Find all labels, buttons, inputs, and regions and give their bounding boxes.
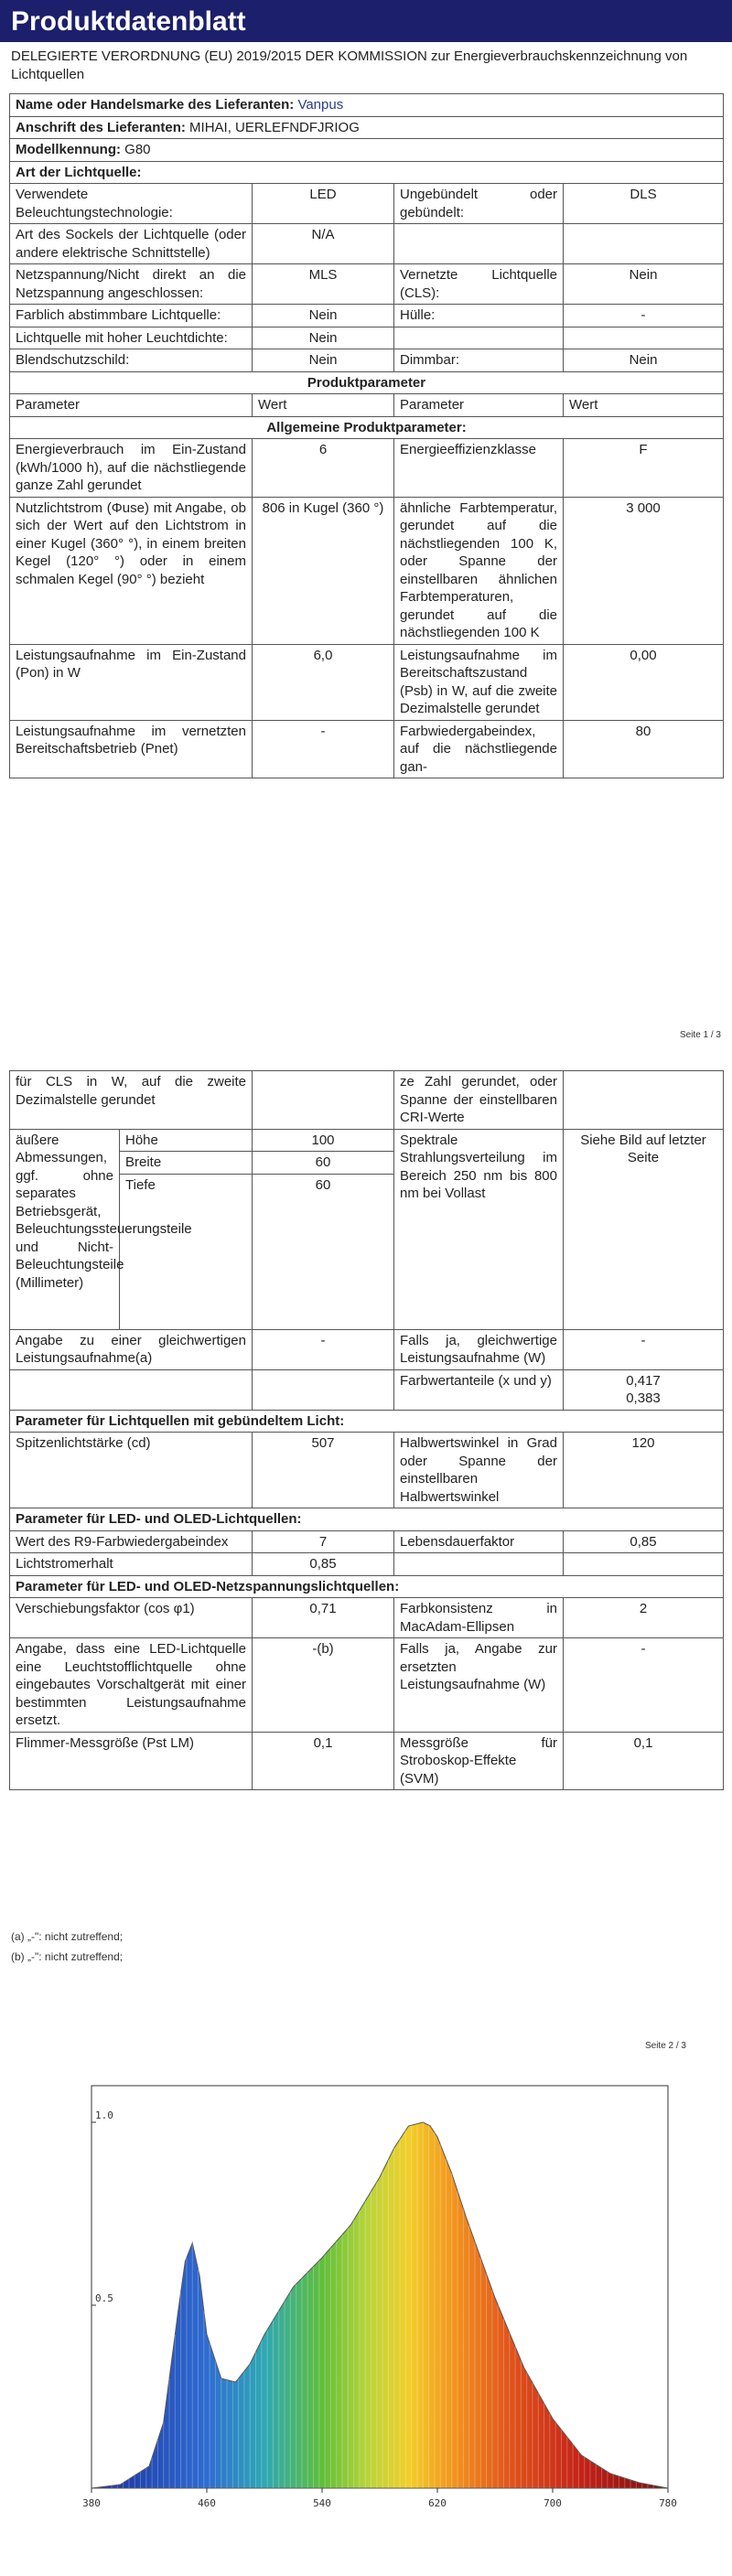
energy-class-label: Energieeffizienzklasse <box>394 439 564 498</box>
product-sheet-table-cont <box>9 1070 724 1790</box>
flicker-label: Flimmer-Messgröße (Pst LM) <box>10 1732 253 1790</box>
displacement-factor-label: Verschiebungsfaktor (cos φ1) <box>10 1598 253 1638</box>
anti-glare-value: Nein <box>253 349 394 372</box>
general-header: Allgemeine Produktparameter: <box>10 416 724 439</box>
equivalent-power-w-label: Falls ja, gleichwertige Leistungsaufnahme (W) <box>394 1329 564 1369</box>
dimmable-label: Dimmbar: <box>394 349 564 372</box>
y-tick-label: 1.0 <box>95 2109 113 2121</box>
x-tick-label: 780 <box>659 2497 677 2509</box>
envelope-label: Hülle: <box>394 305 564 327</box>
peak-intensity-label: Spitzenlichtstärke (cd) <box>10 1433 253 1508</box>
r9-label: Wert des R9-Farbwiedergabeindex <box>10 1530 253 1553</box>
displacement-factor-value: 0,71 <box>253 1598 394 1638</box>
energy-consumption-label: Energieverbrauch im Ein-Zustand (kWh/1000 h), auf die nächstliegende ganze Zahl gerundet <box>10 439 253 498</box>
fluorescent-replacement-value: -(b) <box>253 1638 394 1733</box>
brand-row <box>10 94 724 117</box>
beam-angle-label: Halbwertswinkel in Grad oder Spanne der einstellbaren Halbwertswinkel <box>394 1433 564 1508</box>
dimmable-value: Nein <box>564 349 724 372</box>
colour-consistency-value: 2 <box>564 1598 724 1638</box>
high-luminance-label: Lichtquelle mit hoher Leuchtdichte: <box>10 327 253 349</box>
useful-flux-value: 806 in Kugel (360 °) <box>253 497 394 644</box>
type-header: Art der Lichtquelle: <box>10 161 724 184</box>
colour-consistency-label: Farbkonsistenz in MacAdam-Ellipsen <box>394 1598 564 1638</box>
standby-power-value: 0,00 <box>564 644 724 720</box>
x-tick-label: 460 <box>198 2497 216 2509</box>
x-tick-label: 380 <box>82 2497 101 2509</box>
envelope-value: - <box>564 305 724 327</box>
survival-factor-value: 0,85 <box>564 1530 724 1553</box>
fluorescent-replacement-label: Angabe, dass eine LED-Lichtquelle eine Leuchtstofflichtquelle ohne eingebautes Vorschaltgerät mit einer bestimmten Leistungsaufnahme ersetzt. <box>10 1638 253 1733</box>
directional-label: Ungebündelt oder gebündelt: <box>394 184 564 224</box>
spectrum-svg <box>55 2067 695 2534</box>
x-tick-label: 540 <box>313 2497 331 2509</box>
brand-value: Vanpus <box>297 97 344 113</box>
equivalent-power-w-value: - <box>564 1329 724 1369</box>
peak-intensity-value: 507 <box>253 1433 394 1508</box>
led-header: Parameter für LED- und OLED-Lichtquellen: <box>10 1508 724 1531</box>
net-standby-label: Leistungsaufnahme im vernetzten Bereitschaftsbetrieb (Pnet) <box>10 720 253 778</box>
cls-value: Nein <box>564 264 724 305</box>
page-title: Produktdatenblatt <box>0 0 732 42</box>
chromaticity-label: Farbwertanteile (x und y) <box>394 1369 564 1410</box>
lighting-tech-value: LED <box>253 184 394 224</box>
tunable-value: Nein <box>253 305 394 327</box>
page-3 <box>0 1948 732 2576</box>
cri-value: 80 <box>564 720 724 778</box>
cct-label: ähnliche Farbtemperatur, gerundet auf die nächstliegenden 100 K, oder Spanne der einstellbaren ähnlichen Farbtemperaturen, gerundet auf die nächstliegenden 100 K <box>394 497 564 644</box>
address-label: Anschrift des Lieferanten: <box>16 119 186 135</box>
lighting-tech-label: Verwendete Beleuchtungstechnologie: <box>10 184 253 224</box>
width-value: 60 <box>253 1152 394 1175</box>
r9-value: 7 <box>253 1530 394 1553</box>
beam-angle-value: 120 <box>564 1433 724 1508</box>
on-power-label: Leistungsaufnahme im Ein-Zustand (Pon) in W <box>10 644 253 720</box>
model-label: Modellkennung: <box>16 142 121 157</box>
high-luminance-value: Nein <box>253 327 394 349</box>
x-tick-label: 620 <box>428 2497 447 2509</box>
cls-label: Vernetzte Lichtquelle (CLS): <box>394 264 564 305</box>
equivalent-power-label: Angabe zu einer gleichwertigen Leistungsaufnahme(a) <box>10 1329 253 1369</box>
cap-type-value: N/A <box>253 224 394 264</box>
col-param-2: Parameter <box>394 394 564 417</box>
net-standby-value: - <box>253 720 394 778</box>
brand-label: Name oder Handelsmarke des Lieferanten: <box>16 97 295 113</box>
survival-factor-label: Lebensdauerfaktor <box>394 1530 564 1553</box>
equivalent-power-value: - <box>253 1329 394 1369</box>
page-1 <box>0 0 732 1043</box>
address-value: MIHAI, UERLEFNDFJRIOG <box>189 119 360 135</box>
page-number: Seite 1 / 3 <box>679 1030 721 1040</box>
params-header: Produktparameter <box>10 371 724 394</box>
footnote-a: (a) „-": nicht zutreffend; <box>11 1930 124 1943</box>
height-value: 100 <box>253 1129 394 1152</box>
model-row <box>10 139 724 162</box>
spectral-label: Spektrale Strahlungsverteilung im Bereich 250 nm bis 800 nm bei Vollast <box>394 1129 564 1329</box>
page-number-2: Seite 2 / 3 <box>644 2041 686 2051</box>
footnote-b: (b) „-": nicht zutreffend; <box>11 1950 124 1963</box>
chromaticity-x: 0,417 <box>626 1372 661 1389</box>
mains-value: MLS <box>253 264 394 305</box>
y-tick-label: 0.5 <box>95 2292 113 2304</box>
stroboscopic-label: Messgröße für Stroboskop-Effekte (SVM) <box>394 1732 564 1790</box>
net-standby-cont: für CLS in W, auf die zweite Dezimalstelle gerundet <box>10 1071 253 1130</box>
cct-value: 3 000 <box>564 497 724 644</box>
x-tick-label: 700 <box>544 2497 562 2509</box>
bundled-header: Parameter für Lichtquellen mit gebündeltem Licht: <box>10 1410 724 1433</box>
spectral-value: Siehe Bild auf letzter Seite <box>564 1129 724 1329</box>
anti-glare-label: Blendschutzschild: <box>10 349 253 372</box>
replaced-power-value: - <box>564 1638 724 1733</box>
depth-value: 60 <box>253 1174 394 1329</box>
width-label: Breite <box>120 1152 253 1175</box>
on-power-value: 6,0 <box>253 644 394 720</box>
directional-value: DLS <box>564 184 724 224</box>
dimensions-label: äußere Abmessungen, ggf. ohne separates Betriebsgerät, Beleuchtungssteuerungsteile und Nicht-Beleuchtungsteile (Millimeter) <box>10 1129 120 1329</box>
standby-power-label: Leistungsaufnahme im Bereitschaftszustand (Psb) in W, auf die zweite Dezimalstelle gerundet <box>394 644 564 720</box>
mains-header: Parameter für LED- und OLED-Netzspannungslichtquellen: <box>10 1575 724 1598</box>
regulation-text: DELEGIERTE VERORDNUNG (EU) 2019/2015 DER KOMMISSION zur Energieverbrauchskennzeichnung von Lichtquellen <box>11 48 688 82</box>
cri-label-cont: ze Zahl gerundet, oder Spanne der einstellbaren CRI-Werte <box>394 1071 564 1130</box>
product-sheet-table <box>9 93 724 778</box>
page-2 <box>0 1043 732 1963</box>
lumen-maintenance-value: 0,85 <box>253 1553 394 1576</box>
flicker-value: 0,1 <box>253 1732 394 1790</box>
useful-flux-label: Nutzlichtstrom (Φuse) mit Angabe, ob sich der Wert auf den Lichtstrom in einer Kugel (360° °), in einem breiten Kegel (120° °) oder in einem schmalen Kegel (90° °) bezieht <box>10 497 253 644</box>
energy-consumption-value: 6 <box>253 439 394 498</box>
address-row <box>10 116 724 139</box>
cap-type-label: Art des Sockels der Lichtquelle (oder andere elektrische Schnittstelle) <box>10 224 253 264</box>
lumen-maintenance-label: Lichtstromerhalt <box>10 1553 253 1576</box>
tunable-label: Farblich abstimmbare Lichtquelle: <box>10 305 253 327</box>
col-value-1: Wert <box>253 394 394 417</box>
cri-label: Farbwiedergabeindex, auf die nächstliegende gan- <box>394 720 564 778</box>
height-label: Höhe <box>120 1129 253 1152</box>
depth-label: Tiefe <box>120 1174 253 1329</box>
chromaticity-value <box>564 1369 724 1410</box>
mains-label: Netzspannung/Nicht direkt an die Netzspannung angeschlossen: <box>10 264 253 305</box>
replaced-power-label: Falls ja, Angabe zur ersetzten Leistungsaufnahme (W) <box>394 1638 564 1733</box>
model-value: G80 <box>124 142 151 157</box>
col-param-1: Parameter <box>10 394 253 417</box>
spectrum-chart <box>55 2067 695 2534</box>
col-value-2: Wert <box>564 394 724 417</box>
chromaticity-y: 0,383 <box>626 1390 661 1406</box>
energy-class-value: F <box>564 439 724 498</box>
stroboscopic-value: 0,1 <box>564 1732 724 1790</box>
